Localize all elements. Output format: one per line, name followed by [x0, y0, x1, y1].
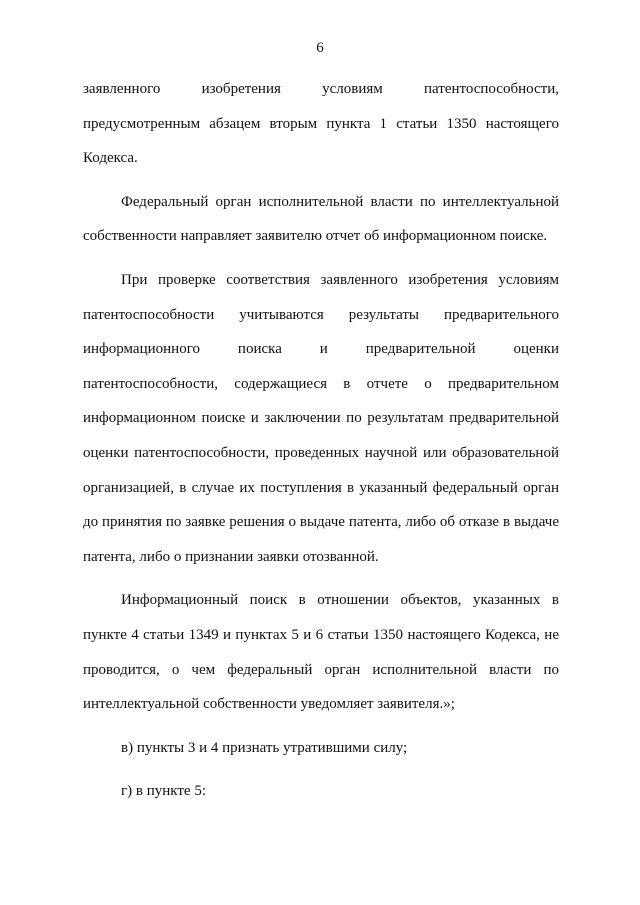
paragraph-p6	[83, 774, 559, 809]
paragraph-p4	[83, 583, 559, 721]
text-line: Кодекса.	[83, 150, 138, 167]
page-number: 6	[316, 40, 324, 56]
text-line: патентоспособности, содержащиеся в отчете о предварительном	[83, 375, 559, 392]
text-line: Федеральный орган исполнительной власти по интеллектуальной	[121, 193, 559, 210]
text-line: оценки патентоспособности, проведенных научной или образовательной	[83, 444, 559, 461]
document-body	[83, 72, 559, 818]
text-line: информационном поиске и заключении по результатам предварительной	[83, 410, 559, 427]
text-line: пункте 4 статьи 1349 и пунктах 5 и 6 статьи 1350 настоящего Кодекса, не	[83, 626, 559, 643]
text-line: организацией, в случае их поступления в указанный федеральный орган	[83, 479, 559, 496]
text-line: проводится, о чем федеральный орган исполнительной власти по	[83, 661, 559, 678]
text-line: г) в пункте 5:	[121, 783, 207, 800]
text-line: При проверке соответствия заявленного изобретения условиям	[121, 271, 559, 288]
text-line: информационного поиска и предварительной оценки	[83, 341, 559, 358]
paragraph-p3	[83, 263, 559, 574]
paragraph-p1	[83, 72, 559, 176]
text-line: Информационный поиск в отношении объектов, указанных в	[121, 592, 559, 609]
paragraph-p5	[83, 731, 559, 766]
text-line: интеллектуальной собственности уведомляет заявителя.»;	[83, 696, 455, 713]
text-line: патента, либо о признании заявки отозванной.	[83, 548, 379, 565]
text-line: в) пункты 3 и 4 признать утратившими силу;	[121, 739, 408, 756]
text-line: собственности направляет заявителю отчет об информационном поиске.	[83, 228, 548, 245]
text-line: предусмотренным абзацем вторым пункта 1 статьи 1350 настоящего	[83, 115, 559, 132]
text-line: до принятия по заявке решения о выдаче патента, либо об отказе в выдаче	[83, 514, 559, 531]
text-line: заявленного изобретения условиям патентоспособности,	[83, 81, 559, 97]
text-line: патентоспособности учитываются результаты предварительного	[83, 306, 559, 323]
paragraph-p2	[83, 185, 559, 254]
